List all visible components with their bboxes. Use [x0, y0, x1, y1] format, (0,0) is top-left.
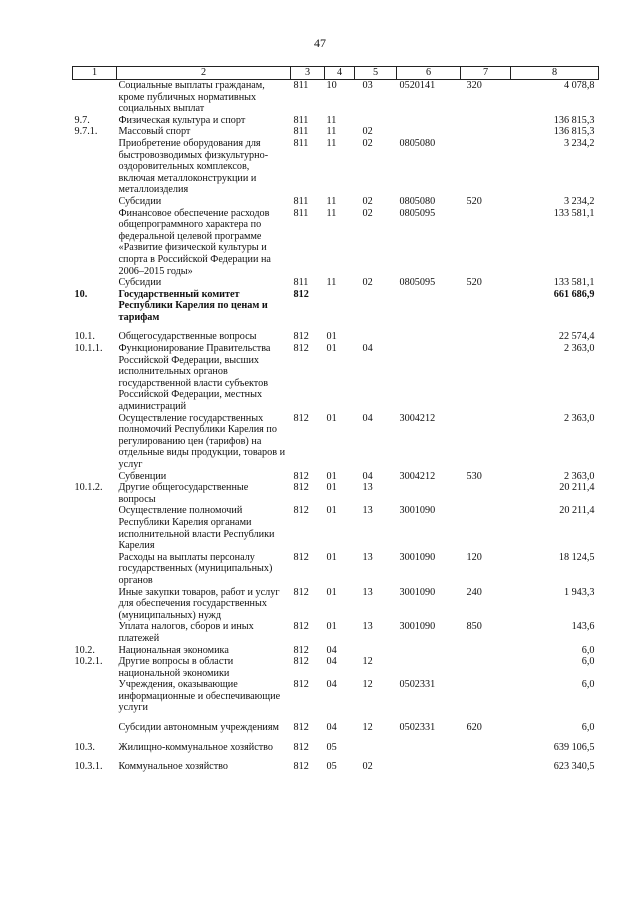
row-section-code: 01	[326, 412, 337, 424]
row-target-article: 3001090	[399, 621, 436, 633]
row-name: Государственный комитет Республики Карелия по ценам и тарифам	[118, 288, 268, 323]
row-subsection-code	[355, 645, 397, 657]
row-subsection-code: 02	[362, 137, 373, 149]
header-col-7: 7	[461, 67, 511, 80]
row-ministry-code: 812	[293, 644, 309, 656]
table-row	[73, 138, 599, 196]
table-row	[73, 115, 599, 127]
row-subsection-code: 04	[362, 343, 373, 355]
row-expense-type: 240	[466, 586, 482, 598]
row-subsection-code: 12	[362, 679, 373, 691]
row-section-code: 01	[326, 551, 337, 563]
row-name: Финансовое обеспечение расходов общепрограммного характера по федеральной целевой программе «Развитие физической культуры и спорта в Российской Федерации на 2006–2015 годы»	[118, 207, 271, 277]
table-row	[73, 331, 599, 343]
row-section-code: 11	[326, 137, 337, 149]
row-subsection-code	[355, 331, 397, 343]
row-amount: 6,0	[581, 644, 595, 656]
row-amount: 133 581,1	[553, 207, 595, 219]
row-number	[73, 471, 117, 483]
row-expense-type	[461, 645, 511, 657]
row-target-article	[397, 656, 461, 679]
row-amount: 2 363,0	[563, 412, 595, 424]
header-col-3: 3	[291, 67, 325, 80]
row-name: Физическая культура и спорт	[118, 114, 246, 126]
row-expense-type: 530	[466, 470, 482, 482]
row-ministry-code: 812	[293, 470, 309, 482]
row-name: Субсидии автономным учреждениям	[118, 722, 279, 734]
row-name: Функционирование Правительства Российской Федерации, высших исполнительных органов государственной власти субъектов Российской Федерации, местных администраций	[118, 343, 271, 413]
header-col-2: 2	[117, 67, 291, 80]
table-row	[73, 277, 599, 289]
header-col-5: 5	[355, 67, 397, 80]
row-amount: 661 686,9	[553, 288, 595, 300]
row-ministry-code: 811	[293, 195, 309, 207]
row-number: 10.3.	[74, 741, 95, 753]
row-expense-type	[461, 679, 511, 722]
row-expense-type	[461, 138, 511, 196]
row-target-article	[397, 482, 461, 505]
row-amount: 639 106,5	[553, 741, 595, 753]
table-row	[73, 289, 599, 332]
row-target-article	[397, 115, 461, 127]
row-subsection-code: 12	[362, 722, 373, 734]
row-subsection-code: 12	[362, 656, 373, 668]
row-ministry-code: 812	[293, 722, 309, 734]
row-expense-type	[461, 126, 511, 138]
row-subsection-code: 13	[362, 482, 373, 494]
table-row	[73, 208, 599, 278]
row-ministry-code: 812	[293, 288, 309, 300]
table-row	[73, 343, 599, 413]
row-expense-type	[461, 413, 511, 471]
row-expense-type: 520	[466, 195, 482, 207]
row-ministry-code: 812	[293, 679, 309, 691]
row-name: Массовый спорт	[118, 126, 191, 138]
table-row	[73, 722, 599, 742]
row-section-code: 11	[326, 277, 337, 289]
row-number	[73, 722, 117, 742]
row-number	[73, 208, 117, 278]
table-row	[73, 552, 599, 587]
row-expense-type	[461, 656, 511, 679]
row-section-code: 11	[326, 207, 337, 219]
row-name: Другие общегосударственные вопросы	[118, 482, 249, 505]
row-number: 10.2.1.	[74, 656, 103, 668]
row-name: Учреждения, оказывающие информационные и обеспечивающие услуги	[118, 679, 281, 714]
row-expense-type	[461, 115, 511, 127]
row-expense-type	[461, 331, 511, 343]
row-amount: 623 340,5	[553, 761, 595, 773]
table-header-row	[73, 67, 599, 80]
table-row	[73, 413, 599, 471]
row-expense-type	[461, 343, 511, 413]
header-col-4: 4	[325, 67, 355, 80]
row-section-code	[325, 289, 355, 332]
row-amount: 2 363,0	[563, 470, 595, 482]
row-subsection-code	[355, 742, 397, 762]
row-section-code: 01	[326, 586, 337, 598]
row-number: 10.	[74, 288, 88, 300]
table-body	[73, 80, 599, 773]
table-row	[73, 621, 599, 644]
row-target-article	[397, 343, 461, 413]
row-number: 9.7.	[74, 114, 90, 126]
row-section-code: 01	[326, 482, 337, 494]
row-ministry-code: 811	[293, 207, 309, 219]
row-section-code: 04	[326, 679, 337, 691]
row-amount: 22 574,4	[558, 331, 595, 343]
row-number: 9.7.1.	[74, 126, 98, 138]
table-row	[73, 80, 599, 115]
row-subsection-code: 04	[362, 470, 373, 482]
row-ministry-code: 812	[293, 482, 309, 494]
row-subsection-code: 13	[362, 586, 373, 598]
row-section-code: 01	[326, 331, 337, 343]
row-section-code: 05	[326, 741, 337, 753]
row-subsection-code	[355, 115, 397, 127]
header-col-6: 6	[397, 67, 461, 80]
row-subsection-code: 13	[362, 505, 373, 517]
row-number: 10.1.2.	[74, 482, 103, 494]
row-target-article: 0805095	[399, 207, 436, 219]
row-number	[73, 138, 117, 196]
table-row	[73, 505, 599, 551]
row-ministry-code: 811	[293, 114, 309, 126]
row-name: Субсидии	[118, 277, 162, 289]
row-number	[73, 413, 117, 471]
row-target-article: 3004212	[399, 412, 436, 424]
row-amount: 3 234,2	[563, 137, 595, 149]
row-ministry-code: 811	[293, 277, 309, 289]
row-target-article	[397, 289, 461, 332]
row-ministry-code: 812	[293, 343, 309, 355]
row-subsection-code: 02	[362, 207, 373, 219]
row-name: Жилищно-коммунальное хозяйство	[118, 741, 274, 753]
page-number: 47	[314, 36, 326, 50]
budget-table	[72, 66, 599, 773]
row-target-article: 0805080	[399, 137, 436, 149]
row-name: Приобретение оборудования для быстровозводимых физкультурно-оздоровительных комплексов, включая металлоконструкции и металлоизделия	[118, 137, 269, 196]
row-number	[73, 80, 117, 115]
row-subsection-code: 13	[362, 621, 373, 633]
row-subsection-code: 13	[362, 551, 373, 563]
row-expense-type	[461, 742, 511, 762]
row-amount: 20 211,4	[559, 505, 595, 517]
row-amount: 3 234,2	[563, 195, 595, 207]
row-amount: 1 943,3	[563, 586, 595, 598]
row-amount: 6,0	[581, 679, 595, 691]
row-section-code: 01	[326, 621, 337, 633]
row-number	[73, 505, 117, 551]
row-ministry-code: 811	[293, 137, 309, 149]
row-name: Субвенции	[118, 470, 167, 482]
row-subsection-code: 02	[362, 277, 373, 289]
row-ministry-code: 812	[293, 331, 309, 343]
row-target-article: 0805080	[399, 195, 436, 207]
row-number	[73, 587, 117, 622]
row-amount: 6,0	[581, 656, 595, 668]
row-target-article	[397, 761, 461, 773]
table-row	[73, 742, 599, 762]
row-number: 10.1.1.	[74, 343, 103, 355]
row-name: Осуществление государственных полномочий Республики Карелия по регулированию цен (тарифов) на отдельные виды продукции, товаров и услуг	[118, 412, 286, 470]
row-amount: 18 124,5	[558, 551, 595, 563]
table-row	[73, 126, 599, 138]
row-expense-type	[461, 505, 511, 551]
row-target-article: 0502331	[399, 722, 436, 734]
row-subsection-code: 04	[362, 412, 373, 424]
row-section-code: 10	[326, 80, 337, 91]
row-amount: 136 815,3	[553, 114, 595, 126]
row-number	[73, 679, 117, 722]
row-expense-type: 850	[466, 621, 482, 633]
row-section-code: 04	[326, 644, 337, 656]
row-section-code: 11	[326, 195, 337, 207]
row-target-article	[397, 331, 461, 343]
row-target-article: 0520141	[399, 80, 436, 91]
row-target-article: 3004212	[399, 470, 436, 482]
row-subsection-code	[355, 289, 397, 332]
row-name: Общегосударственные вопросы	[118, 331, 257, 343]
header-col-1: 1	[73, 67, 117, 80]
row-name: Субсидии	[118, 195, 162, 207]
row-section-code: 05	[326, 761, 337, 773]
row-ministry-code: 812	[293, 656, 309, 668]
row-expense-type	[461, 761, 511, 773]
row-expense-type	[461, 208, 511, 278]
row-target-article: 3001090	[399, 586, 436, 598]
row-subsection-code: 02	[362, 126, 373, 138]
row-subsection-code: 03	[362, 80, 373, 91]
row-ministry-code: 812	[293, 761, 309, 773]
row-section-code: 04	[326, 722, 337, 734]
table-row	[73, 482, 599, 505]
row-section-code: 01	[326, 343, 337, 355]
row-number: 10.3.1.	[74, 761, 103, 773]
row-section-code: 11	[326, 114, 337, 126]
row-number	[73, 621, 117, 644]
table-row	[73, 679, 599, 722]
row-ministry-code: 812	[293, 505, 309, 517]
row-target-article: 0805095	[399, 277, 436, 289]
row-target-article: 3001090	[399, 551, 436, 563]
row-expense-type: 520	[466, 277, 482, 289]
row-amount: 4 078,8	[563, 80, 595, 91]
row-ministry-code: 812	[293, 551, 309, 563]
row-expense-type: 620	[466, 722, 482, 734]
row-expense-type: 320	[466, 80, 482, 91]
row-ministry-code: 812	[293, 412, 309, 424]
header-col-8: 8	[511, 67, 599, 80]
row-amount: 143,6	[571, 621, 595, 633]
row-expense-type	[461, 482, 511, 505]
row-number	[73, 552, 117, 587]
row-number: 10.2.	[74, 644, 95, 656]
row-name: Национальная экономика	[118, 644, 229, 656]
table-row	[73, 196, 599, 208]
row-number: 10.1.	[74, 331, 95, 343]
row-amount: 2 363,0	[563, 343, 595, 355]
row-name: Осуществление полномочий Республики Карелия органами исполнительной власти Республики Карелия	[118, 505, 275, 552]
row-target-article	[397, 742, 461, 762]
table-row	[73, 656, 599, 679]
row-target-article	[397, 126, 461, 138]
row-amount: 133 581,1	[553, 277, 595, 289]
row-subsection-code: 02	[362, 195, 373, 207]
row-number	[73, 277, 117, 289]
row-target-article: 3001090	[399, 505, 436, 517]
row-section-code: 01	[326, 470, 337, 482]
row-name: Расходы на выплаты персоналу государственных (муниципальных) органов	[118, 551, 273, 586]
row-amount: 20 211,4	[559, 482, 595, 494]
row-name: Иные закупки товаров, работ и услуг для обеспечения государственных (муниципальных) нужд	[118, 586, 280, 621]
table-row	[73, 761, 599, 773]
row-subsection-code: 02	[362, 761, 373, 773]
row-expense-type	[461, 289, 511, 332]
row-ministry-code: 811	[293, 80, 309, 91]
table-row	[73, 587, 599, 622]
row-section-code: 11	[326, 126, 337, 138]
row-ministry-code: 812	[293, 621, 309, 633]
row-name: Уплата налогов, сборов и иных платежей	[118, 621, 254, 644]
row-amount: 6,0	[581, 722, 595, 734]
row-number	[73, 196, 117, 208]
row-target-article	[397, 645, 461, 657]
row-section-code: 04	[326, 656, 337, 668]
row-ministry-code: 812	[293, 741, 309, 753]
row-name: Коммунальное хозяйство	[118, 761, 228, 773]
row-ministry-code: 811	[293, 126, 309, 138]
table-row	[73, 471, 599, 483]
row-name: Другие вопросы в области национальной экономики	[118, 656, 234, 679]
row-section-code: 01	[326, 505, 337, 517]
row-amount: 136 815,3	[553, 126, 595, 138]
table-row	[73, 645, 599, 657]
row-target-article: 0502331	[399, 679, 436, 691]
row-name: Социальные выплаты гражданам, кроме публичных нормативных социальных выплат	[118, 80, 265, 115]
row-expense-type: 120	[466, 551, 482, 563]
row-ministry-code: 812	[293, 586, 309, 598]
